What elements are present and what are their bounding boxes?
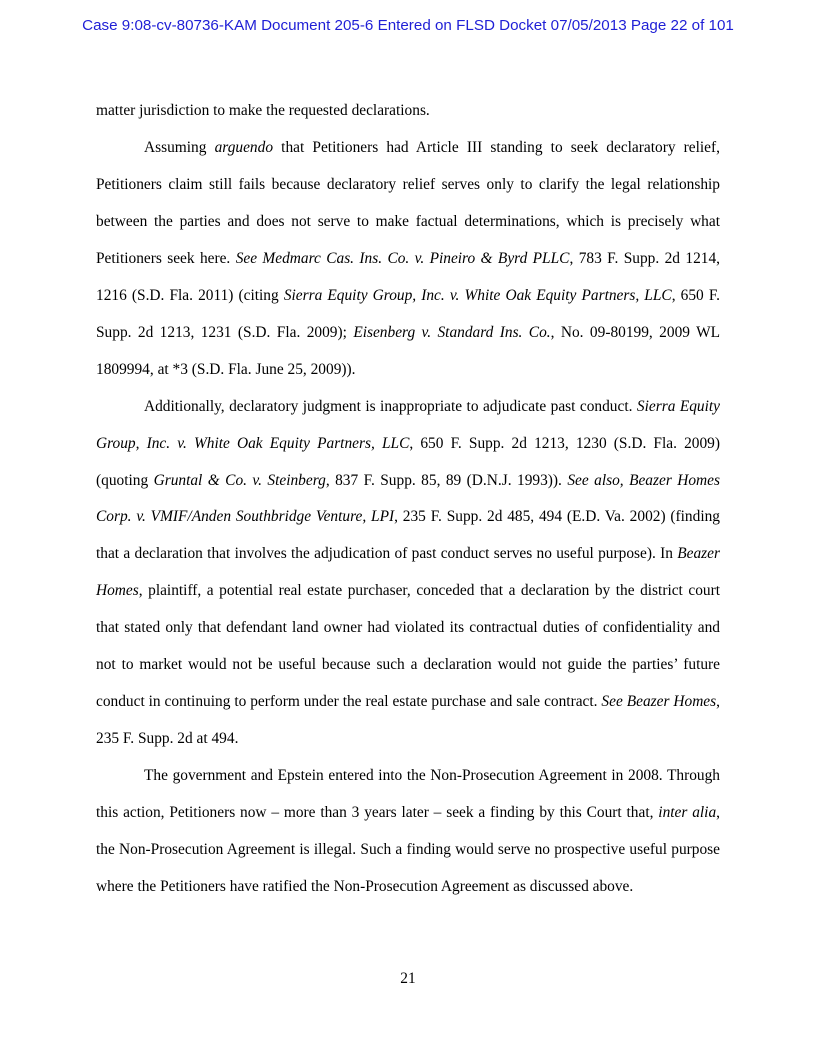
citation-italic: arguendo — [214, 138, 274, 156]
paragraph-text: , the Non-Prosecution Agreement is illegal. Such a finding would serve no prospective useful purpose where the Petitioners have ratified the Non-Prosecution Agreement as discussed above. — [96, 804, 720, 896]
citation-italic: Sierra Equity Group, Inc. v. White Oak Equity Partners, LLC — [96, 397, 721, 452]
body-paragraph — [96, 93, 720, 130]
paragraph-text: , 235 F. Supp. 2d at 494. — [96, 693, 720, 748]
paragraph-text: , No. 09-80199, 2009 WL 1809994, at *3 (S.D. Fla. June 25, 2009)). — [96, 323, 721, 378]
paragraph-text: , 235 F. Supp. 2d 485, 494 (E.D. Va. 2002) (finding that a declaration that involves the adjudication of past conduct serves no useful purpose). In — [96, 508, 720, 563]
citation-italic: Eisenberg v. Standard Ins. Co. — [353, 323, 551, 341]
body-paragraph — [96, 758, 720, 906]
paragraph-text: that Petitioners had Article III standing to seek declaratory relief, Petitioners claim still fails because declaratory relief serves only to clarify the legal relationship between the parties and does not serve to make factual determinations, which is precisely what Petitioners seek here. — [96, 138, 720, 267]
citation-italic: See also, Beazer Homes Corp. v. VMIF/Anden Southbridge Venture, LPI — [96, 471, 720, 526]
paragraph-text: matter jurisdiction to make the requested declarations. — [96, 102, 430, 119]
body-paragraph — [96, 130, 720, 389]
paragraph-text: The government and Epstein entered into the Non-Prosecution Agreement in 2008. Through this action, Petitioners now – more than 3 years later – seek a finding by this Court that, — [96, 767, 720, 822]
paragraph-text: , 650 F. Supp. 2d 1213, 1231 (S.D. Fla. 2009); — [96, 286, 720, 341]
paragraph-text: , 783 F. Supp. 2d 1214, 1216 (S.D. Fla. 2011) (citing — [96, 249, 721, 304]
paragraph-text: Additionally, declaratory judgment is inappropriate to adjudicate past conduct. — [144, 397, 637, 415]
paragraph-text: , plaintiff, a potential real estate purchaser, conceded that a declaration by the district court that stated only that defendant land owner had violated its contractual duties of confidentiality and not to market would not be useful because such a declaration would not guide the parties’ future conduct in continuing to perform under the real estate purchase and sale contract. — [96, 582, 720, 711]
citation-italic: See Beazer Homes — [601, 693, 717, 711]
citation-italic: Sierra Equity Group, Inc. v. White Oak Equity Partners, LLC — [283, 286, 672, 304]
citation-italic: inter alia — [658, 804, 717, 822]
document-body — [96, 93, 720, 906]
body-paragraph — [96, 389, 720, 759]
page-number: 21 — [400, 970, 416, 987]
citation-italic: Beazer Homes — [96, 545, 720, 600]
citation-italic: See Medmarc Cas. Ins. Co. v. Pineiro & Byrd PLLC — [235, 249, 570, 267]
paragraph-text: , 650 F. Supp. 2d 1213, 1230 (S.D. Fla. 2009) (quoting — [96, 434, 721, 489]
docket-header-stamp: Case 9:08-cv-80736-KAM Document 205-6 Entered on FLSD Docket 07/05/2013 Page 22 of 101 — [82, 17, 734, 34]
paragraph-text: Assuming — [144, 138, 215, 156]
paragraph-text: , 837 F. Supp. 85, 89 (D.N.J. 1993)). — [325, 471, 568, 489]
citation-italic: Gruntal & Co. v. Steinberg — [153, 471, 326, 489]
